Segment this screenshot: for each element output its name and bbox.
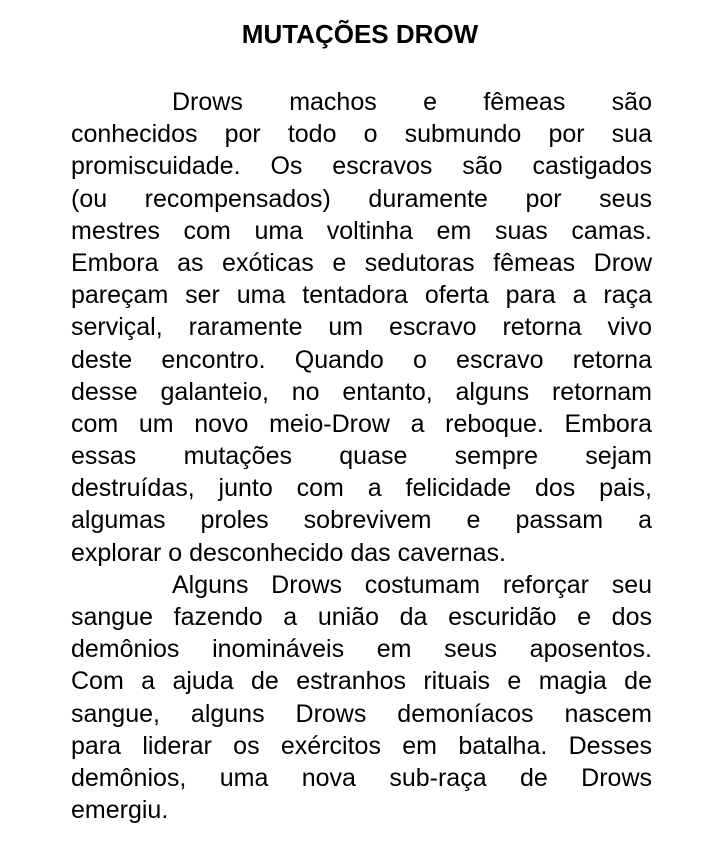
text-line: deste encontro. Quando o escravo retorna bbox=[71, 345, 652, 374]
text-line: promiscuidade. Os escravos são castigados bbox=[71, 152, 652, 181]
paragraph bbox=[71, 86, 652, 569]
text-line: Embora as exóticas e sedutoras fêmeas Drow bbox=[71, 248, 652, 277]
text-line: demônios, uma nova sub-raça de Drows bbox=[71, 763, 652, 792]
text-line: Drows machos e fêmeas são bbox=[172, 88, 652, 116]
text-line: para liderar os exércitos em batalha. Desses bbox=[71, 731, 652, 760]
text-line: desse galanteio, no entanto, alguns retornam bbox=[71, 377, 652, 406]
text-line: Com a ajuda de estranhos rituais e magia de bbox=[71, 667, 652, 696]
text-line: pareçam ser uma tentadora oferta para a raça bbox=[71, 281, 652, 310]
text-line: algumas proles sobrevivem e passam a bbox=[71, 506, 652, 535]
text-line: mestres com uma voltinha em suas camas. bbox=[71, 216, 652, 245]
text-line: sangue, alguns Drows demoníacos nascem bbox=[71, 699, 652, 728]
text-line: essas mutações quase sempre sejam bbox=[71, 442, 652, 471]
document-body bbox=[71, 86, 652, 826]
text-line: serviçal, raramente um escravo retorna vivo bbox=[71, 313, 652, 342]
text-line: demônios inomináveis em seus aposentos. bbox=[71, 635, 652, 664]
text-line: Alguns Drows costumam reforçar seu bbox=[172, 570, 652, 599]
text-line: emergiu. bbox=[71, 796, 169, 825]
paragraph bbox=[71, 569, 652, 827]
text-line: sangue fazendo a união da escuridão e dos bbox=[71, 603, 652, 631]
text-line: conhecidos por todo o submundo por sua bbox=[71, 120, 652, 149]
text-line: (ou recompensados) duramente por seus bbox=[71, 184, 652, 213]
text-line: com um novo meio-Drow a reboque. Embora bbox=[71, 409, 652, 438]
text-line: destruídas, junto com a felicidade dos pais, bbox=[71, 474, 652, 503]
text-line: explorar o desconhecido das cavernas. bbox=[71, 538, 506, 567]
page-title: MUTAÇÕES DROW bbox=[241, 19, 479, 49]
